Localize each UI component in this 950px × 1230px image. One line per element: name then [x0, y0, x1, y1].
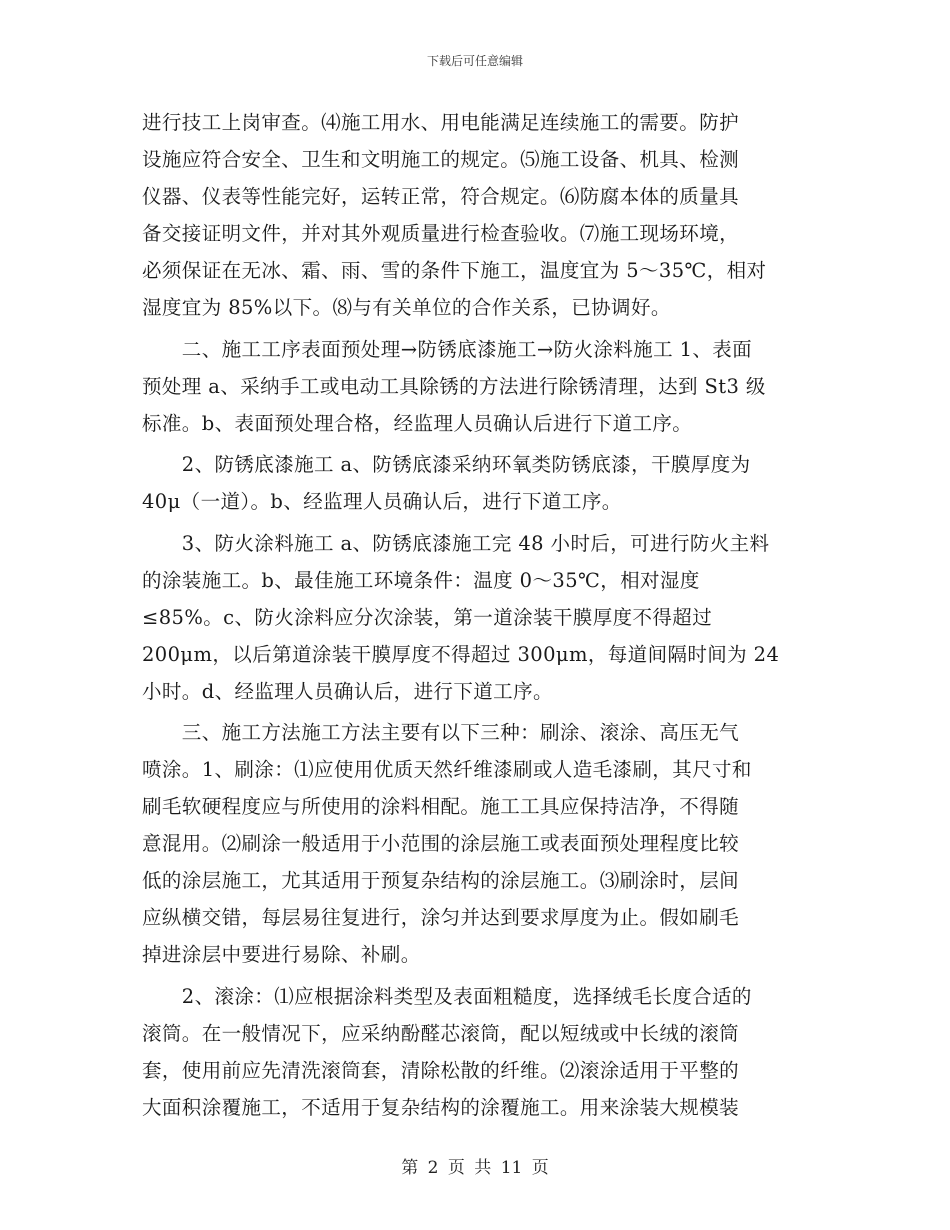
text-line: 必须保证在无冰、霜、雨、雪的条件下施工，温度宜为 5～35℃，相对	[142, 259, 767, 282]
text-line: 仪器、仪表等性能完好，运转正常，符合规定。⑹防腐本体的质量具	[142, 185, 740, 208]
text-line: 应纵横交错，每层易往复进行，涂匀并达到要求厚度为止。假如刷毛	[142, 906, 740, 929]
text-line: 湿度宜为 85%以下。⑻与有关单位的合作关系，已协调好。	[142, 296, 671, 319]
text-line: 2、防锈底漆施工 a、防锈底漆采纳环氧类防锈底漆，干膜厚度为	[142, 453, 751, 476]
page-number: 第 2 页 共 11 页	[401, 1158, 549, 1178]
text-line: 备交接证明文件，并对其外观质量进行检查验收。⑺施工现场环境，	[142, 222, 740, 245]
text-line: 套，使用前应先清洗滚筒套，清除松散的纤维。⑵滚涂适用于平整的	[142, 1058, 740, 1082]
text-line: 小时。d、经监理人员确认后，进行下道工序。	[142, 679, 553, 703]
text-line: 低的涂层施工，尤其适用于预复杂结构的涂层施工。⑶刷涂时，层间	[142, 869, 740, 892]
text-line: ≤85%。c、防火涂料应分次涂装，第一道涂装干膜厚度不得超过	[142, 605, 713, 629]
text-line: 大面积涂覆施工，不适用于复杂结构的涂覆施工。用来涂装大规模装	[142, 1095, 740, 1119]
text-line: 预处理 a、采纳手工或电动工具除锈的方法进行除锈清理，达到 St3 级	[142, 374, 766, 398]
text-line: 2、滚涂：⑴应根据涂料类型及表面粗糙度，选择绒毛长度合适的	[142, 984, 752, 1008]
text-line: 滚筒。在一般情况下，应采纳酚醛芯滚筒，配以短绒或中长绒的滚筒	[142, 1021, 740, 1045]
text-line: 刷毛软硬程度应与所使用的涂料相配。施工工具应保持洁净，不得随	[142, 795, 740, 818]
document-body	[142, 104, 808, 1126]
text-line: 进行技工上岗审查。⑷施工用水、用电能满足连续施工的需要。防护	[142, 111, 740, 134]
text-line: 掉进涂层中要进行易除、补刷。	[142, 943, 421, 966]
page-header: 下载后可任意编辑	[426, 54, 523, 68]
text-line: 40μ（一道）。b、经监理人员确认后，进行下道工序。	[142, 490, 622, 513]
text-line: 意混用。⑵刷涂一般适用于小范围的涂层施工或表面预处理程度比较	[142, 832, 740, 855]
text-line: 的涂装施工。b、最佳施工环境条件：温度 0～35℃，相对湿度	[142, 568, 700, 592]
text-line: 二、施工工序表面预处理→防锈底漆施工→防火涂料施工 1、表面	[142, 337, 753, 361]
text-line: 三、施工方法施工方法主要有以下三种：刷涂、滚涂、高压无气	[142, 721, 740, 744]
text-line: 200μm，以后第道涂装干膜厚度不得超过 300μm，每道间隔时间为 24	[142, 642, 780, 666]
text-line: 3、防火涂料施工 a、防锈底漆施工完 48 小时后，可进行防火主料	[142, 531, 770, 555]
text-line: 设施应符合安全、卫生和文明施工的规定。⑸施工设备、机具、检测	[142, 148, 740, 171]
text-line: 喷涂。1、刷涂：⑴应使用优质天然纤维漆刷或人造毛漆刷，其尺寸和	[142, 758, 752, 781]
text-line: 标准。b、表面预处理合格，经监理人员确认后进行下道工序。	[142, 411, 693, 435]
